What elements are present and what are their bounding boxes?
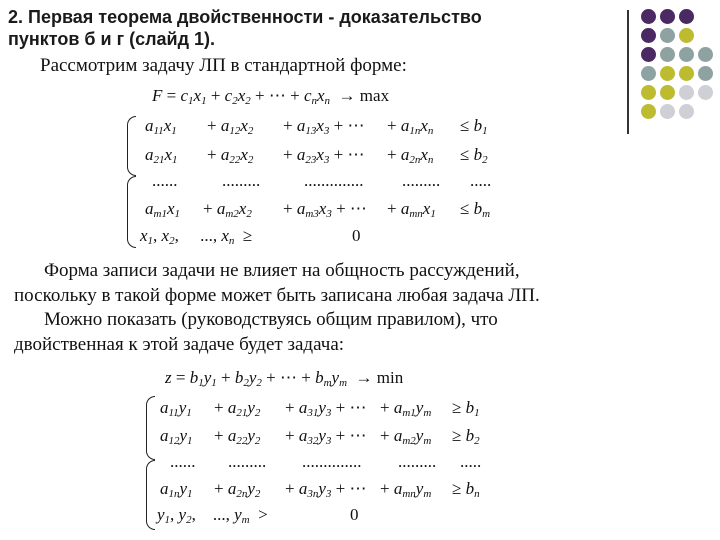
primal-cell: + $a_{2n}x_n$ <box>387 145 434 166</box>
dual-nonneg: $y_1$, $y_2$, ..., $y_m$ > <box>157 505 268 526</box>
dual-dots: ...... <box>170 452 196 471</box>
dual-cell: + $a_{21}y_2$ <box>214 398 261 419</box>
dot <box>641 47 656 62</box>
paragraph-1: Форма записи задачи не влияет на общность рассуждений, поскольку в такой форме может быть записана любая задача ЛП. <box>14 260 540 306</box>
dot <box>679 85 694 100</box>
primal-dots: ......... <box>222 171 261 190</box>
dot <box>679 66 694 81</box>
primal-dots: ..... <box>470 171 492 190</box>
primal-cell: + $a_{23}x_3$ + ⋯ <box>283 145 365 166</box>
dual-cell: + $a_{3n}y_3$ + ⋯ <box>285 479 367 500</box>
dot <box>679 47 694 62</box>
dual-cell: + $a_{32}y_3$ + ⋯ <box>285 426 367 447</box>
primal-nonneg: $x_1$, $x_2$, ..., $x_n$ ≥ <box>140 226 253 247</box>
dot <box>641 85 656 100</box>
dual-cell: ≥ $b_n$ <box>452 479 480 500</box>
dual-cell: + $a_{m2}y_m$ <box>380 426 432 447</box>
dual-cell: + $a_{31}y_3$ + ⋯ <box>285 398 367 419</box>
dot <box>641 9 656 24</box>
dual-dots: .............. <box>302 452 362 471</box>
dot <box>660 66 675 81</box>
primal-cell: + $a_{22}x_2$ <box>207 145 254 166</box>
dual-zero: 0 <box>350 505 359 524</box>
primal-cell: + $a_{1n}x_n$ <box>387 116 434 137</box>
primal-dots: ...... <box>152 171 178 190</box>
primal-cell: $a_{11}x_1$ <box>145 116 177 137</box>
dot <box>660 9 675 24</box>
paragraph-2: Можно показать (руководствуясь общим правилом), что двойственная к этой задаче будет задача: <box>14 309 498 355</box>
primal-cell: + $a_{13}x_3$ + ⋯ <box>283 116 365 137</box>
dot <box>660 28 675 43</box>
dual-cell: + $a_{22}y_2$ <box>214 426 261 447</box>
dual-cell: $a_{12}y_1$ <box>160 426 193 447</box>
dot <box>641 104 656 119</box>
primal-brace-bottom <box>127 176 136 248</box>
dot <box>698 85 713 100</box>
dual-dots: ......... <box>398 452 437 471</box>
slide-title: 2. Первая теорема двойственности - доказательство пунктов б и г (слайд 1). <box>8 7 482 49</box>
intro-text: Рассмотрим задачу ЛП в стандартной форме: <box>40 55 407 76</box>
primal-cell: ≤ $b_1$ <box>460 116 488 137</box>
dot <box>698 66 713 81</box>
dual-cell: ≥ $b_2$ <box>452 426 480 447</box>
dot <box>679 104 694 119</box>
dual-cell: + $a_{2n}y_2$ <box>214 479 261 500</box>
dual-brace-bottom <box>146 460 155 530</box>
primal-cell: ≤ $b_m$ <box>460 199 491 220</box>
primal-dots: ......... <box>402 171 441 190</box>
dual-dots: ......... <box>228 452 267 471</box>
dual-cell: $a_{11}y_1$ <box>160 398 192 419</box>
dual-objective-min: min <box>376 368 404 387</box>
dual-cell: + $a_{m1}y_m$ <box>380 398 432 419</box>
dot <box>660 85 675 100</box>
dot <box>679 9 694 24</box>
dual-dots: ..... <box>460 452 482 471</box>
primal-objective: $F = c_1x_1 + c_2x_2$ + ⋯ + $c_nx_n \to \max$ <box>152 86 390 107</box>
dual-cell: $a_{1n}y_1$ <box>160 479 193 500</box>
primal-cell: + $a_{m3}x_3$ + ⋯ <box>283 199 367 220</box>
primal-dots: .............. <box>304 171 364 190</box>
primal-cell: ≤ $b_2$ <box>460 145 488 166</box>
dot <box>641 28 656 43</box>
dual-objective: $z = b_1y_1 + b_2y_2$ + ⋯ + $b_my_m \to \min$ <box>165 368 404 389</box>
dual-cell: + $a_{mn}y_m$ <box>380 479 432 500</box>
primal-brace-top <box>127 116 136 176</box>
dot <box>660 104 675 119</box>
primal-objective-max: max <box>359 86 390 105</box>
primal-cell: + $a_{mn}x_1$ <box>387 199 436 220</box>
primal-cell: + $a_{m2}x_2$ <box>203 199 252 220</box>
dual-cell: ≥ $b_1$ <box>452 398 480 419</box>
dot <box>660 47 675 62</box>
dot <box>698 47 713 62</box>
primal-cell: + $a_{12}x_2$ <box>207 116 254 137</box>
primal-cell: $a_{m1}x_1$ <box>145 199 180 220</box>
primal-zero: 0 <box>352 226 361 245</box>
divider-line <box>627 10 629 134</box>
dual-brace-top <box>146 396 155 460</box>
dot <box>641 66 656 81</box>
primal-cell: $a_{21}x_1$ <box>145 145 178 166</box>
dot <box>679 28 694 43</box>
